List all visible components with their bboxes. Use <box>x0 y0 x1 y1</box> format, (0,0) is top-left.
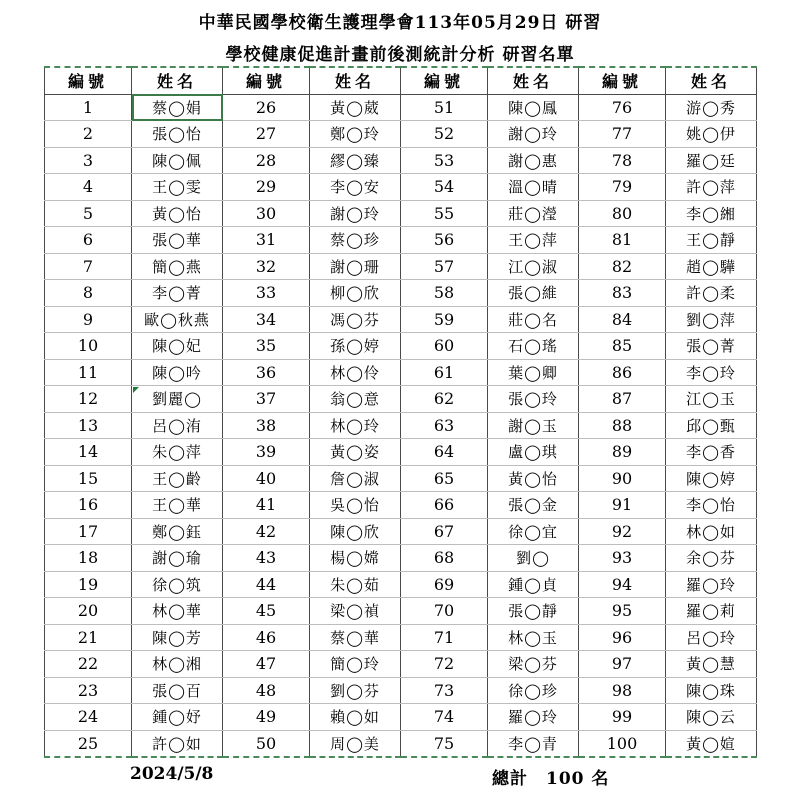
entry-number[interactable]: 82 <box>579 253 666 280</box>
entry-number[interactable]: 54 <box>401 174 488 201</box>
entry-number[interactable]: 36 <box>223 359 310 386</box>
table-row <box>45 280 757 307</box>
entry-number[interactable]: 96 <box>579 624 666 651</box>
participant-name[interactable]: 許◯柔 <box>666 280 757 307</box>
column-header-number: 編號 <box>223 67 310 94</box>
participant-name[interactable]: 蔡◯娟 <box>132 94 223 121</box>
entry-number[interactable]: 14 <box>45 439 132 466</box>
participant-name[interactable]: 許◯如 <box>132 730 223 757</box>
participant-name[interactable]: 林◯華 <box>132 598 223 625</box>
entry-number[interactable]: 16 <box>45 492 132 519</box>
column-header-number: 編號 <box>45 67 132 94</box>
entry-number[interactable]: 24 <box>45 704 132 731</box>
entry-number[interactable]: 28 <box>223 147 310 174</box>
entry-number[interactable]: 76 <box>579 94 666 121</box>
table-row <box>45 677 757 704</box>
entry-number[interactable]: 45 <box>223 598 310 625</box>
participant-name[interactable]: 李◯怡 <box>666 492 757 519</box>
participant-name[interactable]: 吳◯怡 <box>310 492 401 519</box>
participant-name[interactable]: 蔡◯華 <box>310 624 401 651</box>
entry-number[interactable]: 70 <box>401 598 488 625</box>
participant-name[interactable]: 柳◯欣 <box>310 280 401 307</box>
table-row <box>45 492 757 519</box>
entry-number[interactable]: 66 <box>401 492 488 519</box>
participant-name[interactable]: 李◯安 <box>310 174 401 201</box>
participant-name[interactable]: 劉◯ <box>488 545 579 572</box>
participant-name[interactable]: 羅◯莉 <box>666 598 757 625</box>
participant-name[interactable]: 陳◯珠 <box>666 677 757 704</box>
entry-number[interactable]: 62 <box>401 386 488 413</box>
participant-name[interactable]: 黃◯葳 <box>310 94 401 121</box>
participant-name[interactable]: 溫◯晴 <box>488 174 579 201</box>
participant-name[interactable]: 李◯菁 <box>132 280 223 307</box>
entry-number[interactable]: 1 <box>45 94 132 121</box>
participant-name[interactable]: 張◯怡 <box>132 121 223 148</box>
participant-name[interactable]: 石◯瑤 <box>488 333 579 360</box>
entry-number[interactable]: 35 <box>223 333 310 360</box>
column-header-number: 編號 <box>579 67 666 94</box>
table-row <box>45 94 757 121</box>
entry-number[interactable]: 13 <box>45 412 132 439</box>
table-row <box>45 518 757 545</box>
entry-number[interactable]: 68 <box>401 545 488 572</box>
entry-number[interactable]: 69 <box>401 571 488 598</box>
entry-number[interactable]: 92 <box>579 518 666 545</box>
participant-name[interactable]: 梁◯芬 <box>488 651 579 678</box>
participant-name[interactable]: 詹◯淑 <box>310 465 401 492</box>
participant-name[interactable]: 徐◯宜 <box>488 518 579 545</box>
entry-number[interactable]: 6 <box>45 227 132 254</box>
participant-name[interactable]: 黃◯姿 <box>310 439 401 466</box>
entry-number[interactable]: 98 <box>579 677 666 704</box>
participant-name[interactable]: 陳◯云 <box>666 704 757 731</box>
participant-name[interactable]: 李◯香 <box>666 439 757 466</box>
title-line-1: 中華民國學校衛生護理學會113年05月29日 研習 <box>198 13 602 33</box>
column-header-name: 姓名 <box>310 67 401 94</box>
participant-name[interactable]: 林◯湘 <box>132 651 223 678</box>
participant-name[interactable]: 張◯靜 <box>488 598 579 625</box>
participant-name[interactable]: 呂◯玲 <box>666 624 757 651</box>
table-row <box>45 571 757 598</box>
column-header-name: 姓名 <box>666 67 757 94</box>
entry-number[interactable]: 95 <box>579 598 666 625</box>
participant-name[interactable]: 劉◯萍 <box>666 306 757 333</box>
participant-name[interactable]: 梁◯禎 <box>310 598 401 625</box>
entry-number[interactable]: 86 <box>579 359 666 386</box>
participant-name[interactable]: 陳◯欣 <box>310 518 401 545</box>
participant-name[interactable]: 李◯緗 <box>666 200 757 227</box>
entry-number[interactable]: 15 <box>45 465 132 492</box>
table-row <box>45 386 757 413</box>
table-row <box>45 545 757 572</box>
entry-number[interactable]: 79 <box>579 174 666 201</box>
column-header-name: 姓名 <box>132 67 223 94</box>
entry-number[interactable]: 17 <box>45 518 132 545</box>
entry-number[interactable]: 55 <box>401 200 488 227</box>
participant-name[interactable]: 謝◯玲 <box>488 121 579 148</box>
entry-number[interactable]: 25 <box>45 730 132 757</box>
entry-number[interactable]: 48 <box>223 677 310 704</box>
participant-name[interactable]: 黃◯怡 <box>488 465 579 492</box>
entry-number[interactable]: 89 <box>579 439 666 466</box>
participant-name[interactable]: 王◯齡 <box>132 465 223 492</box>
participant-name[interactable]: 呂◯洧 <box>132 412 223 439</box>
table-row <box>45 651 757 678</box>
participant-name[interactable]: 羅◯廷 <box>666 147 757 174</box>
table-row <box>45 147 757 174</box>
entry-number[interactable]: 63 <box>401 412 488 439</box>
participant-name[interactable]: 羅◯玲 <box>488 704 579 731</box>
participant-name[interactable]: 歐◯秋燕 <box>132 306 223 333</box>
participant-name[interactable]: 鄭◯玲 <box>310 121 401 148</box>
participant-name[interactable]: 江◯玉 <box>666 386 757 413</box>
entry-number[interactable]: 33 <box>223 280 310 307</box>
entry-number[interactable]: 97 <box>579 651 666 678</box>
entry-number[interactable]: 38 <box>223 412 310 439</box>
entry-number[interactable]: 78 <box>579 147 666 174</box>
table-row <box>45 306 757 333</box>
entry-number[interactable]: 88 <box>579 412 666 439</box>
entry-number[interactable]: 100 <box>579 730 666 757</box>
participant-name[interactable]: 周◯美 <box>310 730 401 757</box>
participant-name[interactable]: 陳◯芳 <box>132 624 223 651</box>
entry-number[interactable]: 20 <box>45 598 132 625</box>
participant-name[interactable]: 陳◯鳳 <box>488 94 579 121</box>
entry-number[interactable]: 30 <box>223 200 310 227</box>
entry-number[interactable]: 99 <box>579 704 666 731</box>
entry-number[interactable]: 53 <box>401 147 488 174</box>
participant-name[interactable]: 馮◯芬 <box>310 306 401 333</box>
entry-number[interactable]: 90 <box>579 465 666 492</box>
entry-number[interactable]: 77 <box>579 121 666 148</box>
entry-number[interactable]: 57 <box>401 253 488 280</box>
participant-name[interactable]: 鍾◯妤 <box>132 704 223 731</box>
participant-name[interactable]: 鄭◯鈺 <box>132 518 223 545</box>
entry-number[interactable]: 42 <box>223 518 310 545</box>
participant-name[interactable]: 簡◯玲 <box>310 651 401 678</box>
participant-name[interactable]: 邱◯甄 <box>666 412 757 439</box>
participant-name[interactable]: 翁◯意 <box>310 386 401 413</box>
participant-name[interactable]: 黃◯媗 <box>666 730 757 757</box>
entry-number[interactable]: 61 <box>401 359 488 386</box>
participant-name[interactable]: 趙◯驊 <box>666 253 757 280</box>
entry-number[interactable]: 71 <box>401 624 488 651</box>
participant-name[interactable]: 余◯芬 <box>666 545 757 572</box>
table-row <box>45 624 757 651</box>
entry-number[interactable]: 2 <box>45 121 132 148</box>
roster-table <box>44 66 757 758</box>
participant-name[interactable]: 王◯雯 <box>132 174 223 201</box>
entry-number[interactable]: 56 <box>401 227 488 254</box>
participant-name[interactable]: 張◯華 <box>132 227 223 254</box>
table-row <box>45 174 757 201</box>
entry-number[interactable]: 41 <box>223 492 310 519</box>
participant-name[interactable]: 江◯淑 <box>488 253 579 280</box>
entry-number[interactable]: 3 <box>45 147 132 174</box>
entry-number[interactable]: 49 <box>223 704 310 731</box>
entry-number[interactable]: 84 <box>579 306 666 333</box>
entry-number[interactable]: 94 <box>579 571 666 598</box>
roster-date: 2024/5/8 <box>130 764 214 784</box>
entry-number[interactable]: 29 <box>223 174 310 201</box>
entry-number[interactable]: 34 <box>223 306 310 333</box>
participant-name[interactable]: 王◯靜 <box>666 227 757 254</box>
entry-number[interactable]: 74 <box>401 704 488 731</box>
entry-number[interactable]: 59 <box>401 306 488 333</box>
participant-name[interactable]: 張◯金 <box>488 492 579 519</box>
entry-number[interactable]: 44 <box>223 571 310 598</box>
participant-name[interactable]: 張◯百 <box>132 677 223 704</box>
participant-name[interactable]: 莊◯名 <box>488 306 579 333</box>
entry-number[interactable]: 52 <box>401 121 488 148</box>
participant-name[interactable]: 謝◯玉 <box>488 412 579 439</box>
entry-number[interactable]: 43 <box>223 545 310 572</box>
entry-number[interactable]: 83 <box>579 280 666 307</box>
participant-name[interactable]: 謝◯惠 <box>488 147 579 174</box>
participant-name[interactable]: 張◯菁 <box>666 333 757 360</box>
entry-number[interactable]: 73 <box>401 677 488 704</box>
participant-name[interactable]: 謝◯珊 <box>310 253 401 280</box>
header-row <box>45 67 757 94</box>
entry-number[interactable]: 11 <box>45 359 132 386</box>
entry-number[interactable]: 19 <box>45 571 132 598</box>
entry-number[interactable]: 27 <box>223 121 310 148</box>
entry-number[interactable]: 31 <box>223 227 310 254</box>
participant-name[interactable]: 李◯玲 <box>666 359 757 386</box>
participant-name[interactable]: 謝◯玲 <box>310 200 401 227</box>
entry-number[interactable]: 80 <box>579 200 666 227</box>
participant-name[interactable]: 謝◯瑜 <box>132 545 223 572</box>
entry-number[interactable]: 5 <box>45 200 132 227</box>
entry-number[interactable]: 32 <box>223 253 310 280</box>
column-header-name: 姓名 <box>488 67 579 94</box>
table-row <box>45 200 757 227</box>
cell-comment-marker <box>133 387 139 393</box>
entry-number[interactable]: 40 <box>223 465 310 492</box>
table-row <box>45 704 757 731</box>
table-row <box>45 121 757 148</box>
entry-number[interactable]: 87 <box>579 386 666 413</box>
table-row <box>45 333 757 360</box>
entry-number[interactable]: 81 <box>579 227 666 254</box>
participant-name[interactable]: 劉◯芬 <box>310 677 401 704</box>
entry-number[interactable]: 64 <box>401 439 488 466</box>
participant-name[interactable]: 盧◯琪 <box>488 439 579 466</box>
participant-name[interactable]: 簡◯燕 <box>132 253 223 280</box>
participant-name[interactable]: 陳◯佩 <box>132 147 223 174</box>
participant-name[interactable]: 鍾◯貞 <box>488 571 579 598</box>
entry-number[interactable]: 47 <box>223 651 310 678</box>
participant-name[interactable]: 徐◯珍 <box>488 677 579 704</box>
participant-name[interactable]: 王◯萍 <box>488 227 579 254</box>
entry-number[interactable]: 39 <box>223 439 310 466</box>
entry-number[interactable]: 91 <box>579 492 666 519</box>
entry-number[interactable]: 12 <box>45 386 132 413</box>
participant-name[interactable]: 徐◯筑 <box>132 571 223 598</box>
participant-name[interactable]: 張◯玲 <box>488 386 579 413</box>
table-row <box>45 412 757 439</box>
entry-number[interactable]: 50 <box>223 730 310 757</box>
entry-number[interactable]: 4 <box>45 174 132 201</box>
total-count: 總計 100 名 <box>492 769 610 789</box>
participant-name[interactable]: 朱◯茹 <box>310 571 401 598</box>
participant-name[interactable]: 黃◯怡 <box>132 200 223 227</box>
table-row <box>45 253 757 280</box>
participant-name[interactable]: 陳◯吟 <box>132 359 223 386</box>
participant-name[interactable]: 姚◯伊 <box>666 121 757 148</box>
entry-number[interactable]: 10 <box>45 333 132 360</box>
participant-name[interactable]: 林◯如 <box>666 518 757 545</box>
entry-number[interactable]: 72 <box>401 651 488 678</box>
table-row <box>45 598 757 625</box>
entry-number[interactable]: 75 <box>401 730 488 757</box>
entry-number[interactable]: 58 <box>401 280 488 307</box>
participant-name[interactable]: 陳◯婷 <box>666 465 757 492</box>
entry-number[interactable]: 26 <box>223 94 310 121</box>
entry-number[interactable]: 8 <box>45 280 132 307</box>
table-row <box>45 465 757 492</box>
table-row <box>45 730 757 757</box>
entry-number[interactable]: 23 <box>45 677 132 704</box>
participant-name[interactable]: 許◯萍 <box>666 174 757 201</box>
participant-name[interactable]: 林◯玉 <box>488 624 579 651</box>
participant-name[interactable]: 張◯維 <box>488 280 579 307</box>
participant-name[interactable]: 繆◯臻 <box>310 147 401 174</box>
entry-number[interactable]: 7 <box>45 253 132 280</box>
entry-number[interactable]: 85 <box>579 333 666 360</box>
participant-name[interactable]: 王◯華 <box>132 492 223 519</box>
entry-number[interactable]: 65 <box>401 465 488 492</box>
table-row <box>45 439 757 466</box>
entry-number[interactable]: 46 <box>223 624 310 651</box>
entry-number[interactable]: 22 <box>45 651 132 678</box>
participant-name[interactable]: 劉麗◯ <box>132 386 223 413</box>
participant-name[interactable]: 游◯秀 <box>666 94 757 121</box>
participant-name[interactable]: 葉◯卿 <box>488 359 579 386</box>
participant-name[interactable]: 李◯青 <box>488 730 579 757</box>
entry-number[interactable]: 51 <box>401 94 488 121</box>
table-row <box>45 227 757 254</box>
column-header-number: 編號 <box>401 67 488 94</box>
participant-name[interactable]: 陳◯妃 <box>132 333 223 360</box>
title-line-2: 學校健康促進計畫前後測統計分析 研習名單 <box>225 45 575 65</box>
entry-number[interactable]: 21 <box>45 624 132 651</box>
entry-number[interactable]: 9 <box>45 306 132 333</box>
participant-name[interactable]: 賴◯如 <box>310 704 401 731</box>
participant-name[interactable]: 林◯玲 <box>310 412 401 439</box>
participant-name[interactable]: 孫◯婷 <box>310 333 401 360</box>
entry-number[interactable]: 93 <box>579 545 666 572</box>
participant-name[interactable]: 蔡◯珍 <box>310 227 401 254</box>
entry-number[interactable]: 18 <box>45 545 132 572</box>
participant-name[interactable]: 羅◯玲 <box>666 571 757 598</box>
participant-name[interactable]: 楊◯嫦 <box>310 545 401 572</box>
participant-name[interactable]: 黃◯慧 <box>666 651 757 678</box>
entry-number[interactable]: 67 <box>401 518 488 545</box>
participant-name[interactable]: 莊◯瀅 <box>488 200 579 227</box>
participant-name[interactable]: 朱◯萍 <box>132 439 223 466</box>
entry-number[interactable]: 60 <box>401 333 488 360</box>
table-row <box>45 359 757 386</box>
entry-number[interactable]: 37 <box>223 386 310 413</box>
participant-name[interactable]: 林◯伶 <box>310 359 401 386</box>
